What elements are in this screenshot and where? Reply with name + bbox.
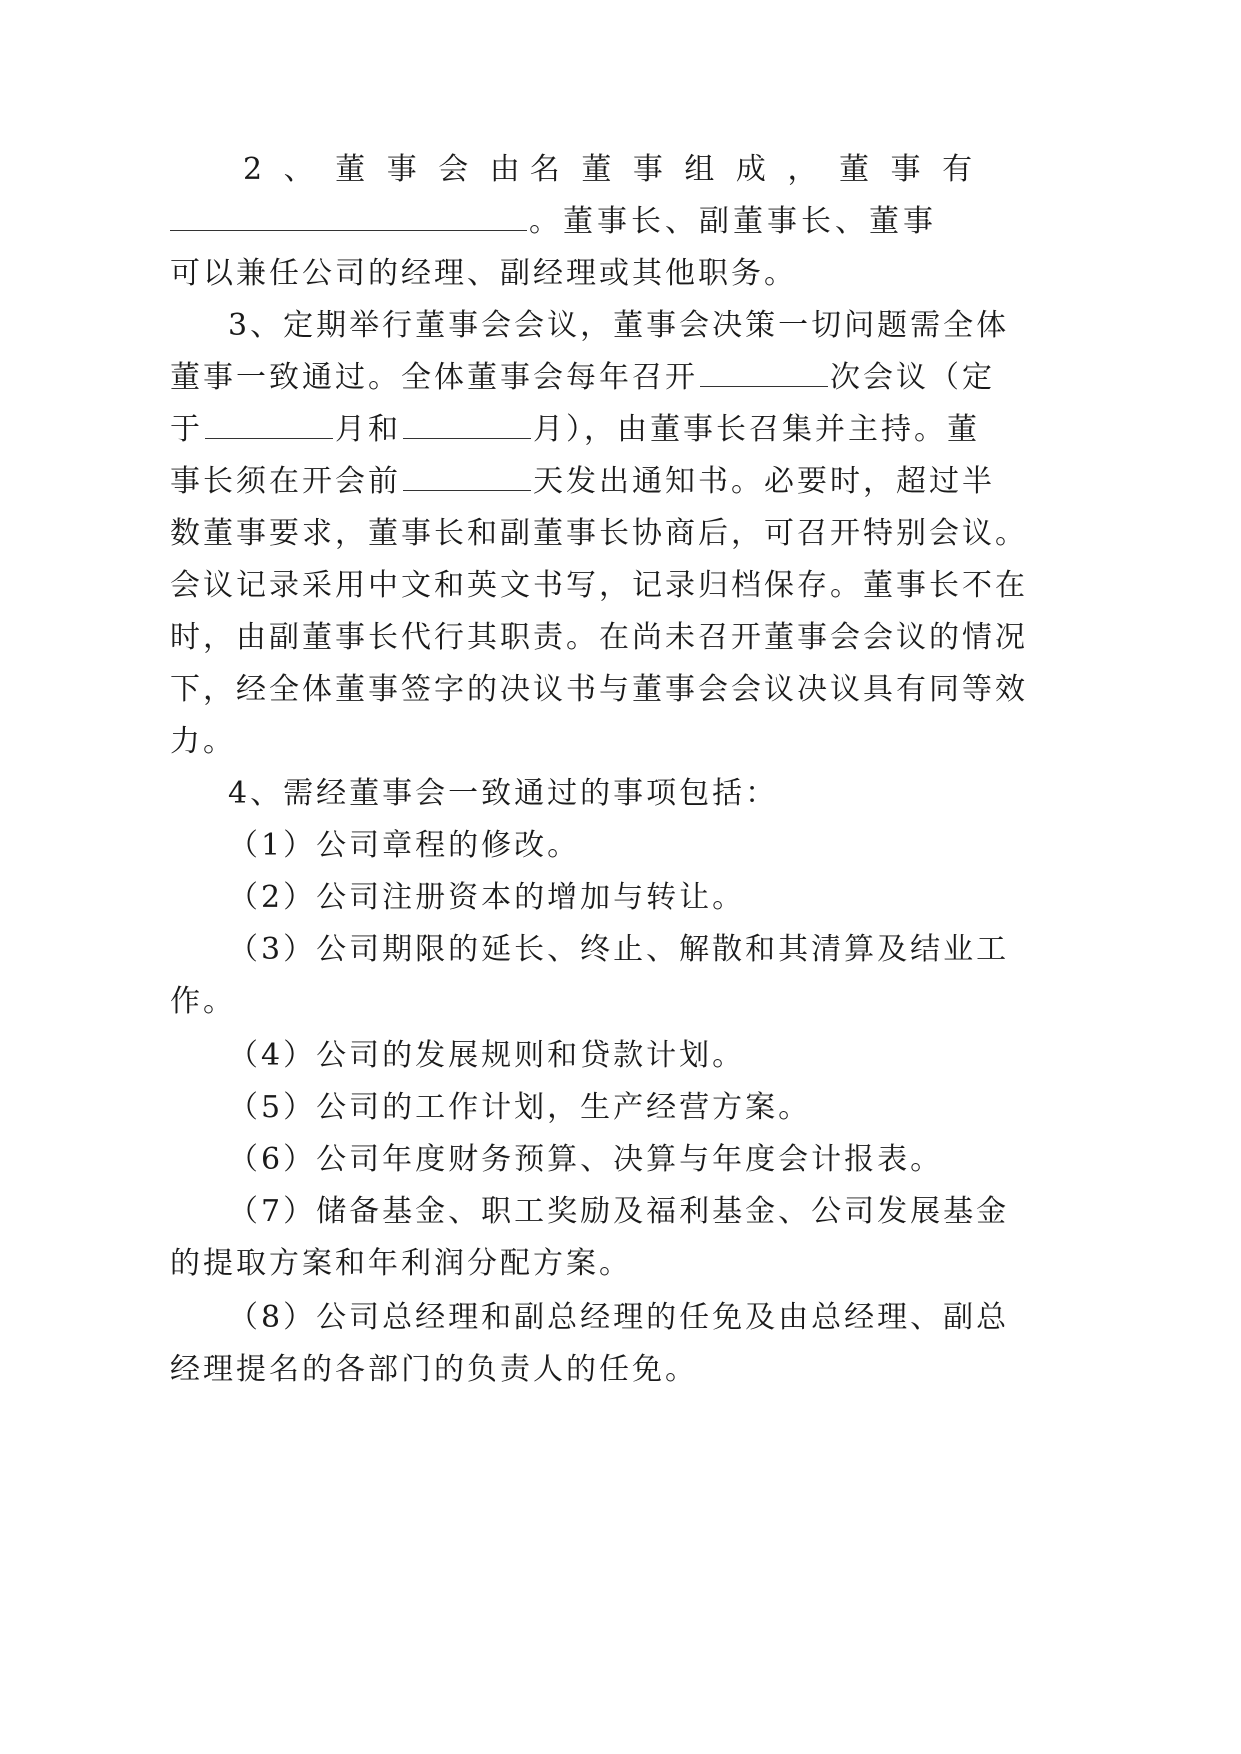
clause3-line3-text-b: 月和 [335,412,401,447]
clause3-line3 [170,410,980,450]
meeting-month1-blank [205,410,333,439]
list-item-3-cont: 作。 [170,984,236,1019]
clause3-line7: 时，由副董事长代行其职责。在尚未召开董事会会议的情况 [170,620,1028,655]
clause3-line5: 数董事要求，董事长和副董事长协商后，可召开特别会议。 [170,516,1028,551]
clause3-line4 [170,462,995,502]
clause3-line3-text-a: 于 [170,412,203,447]
list-item-4: （4）公司的发展规则和贷款计划。 [228,1038,746,1073]
clause2-text-b: 名 董 事 组 成 ， 董 事 有 [529,152,979,187]
clause2-line1 [243,150,979,190]
meetings-per-year-blank [700,358,828,387]
clause3-line8: 下，经全体董事签字的决议书与董事会会议决议具有同等效 [170,672,1028,707]
clause3-line2-text-a: 董事一致通过。全体董事会每年召开 [170,360,698,395]
list-item-6: （6）公司年度财务预算、决算与年度会计报表。 [228,1142,944,1177]
clause3-line3-text-c: 月），由董事长召集并主持。董 [533,412,980,447]
clause3-line2 [170,358,995,398]
list-item-2: （2）公司注册资本的增加与转让。 [228,880,746,915]
list-item-5: （5）公司的工作计划，生产经营方案。 [228,1090,812,1125]
list-item-7-cont: 的提取方案和年利润分配方案。 [170,1246,632,1281]
list-item-8-cont: 经理提名的各部门的负责人的任免。 [170,1352,698,1387]
clause3-line4-text-a: 事长须在开会前 [170,464,401,499]
clause3-line1: 3、定期举行董事会会议，董事会决策一切问题需全体 [228,308,1010,343]
list-item-8: （8）公司总经理和副总经理的任免及由总经理、副总 [228,1300,1010,1335]
clause3-line6: 会议记录采用中文和英文书写，记录归档保存。董事长不在 [170,568,1028,603]
list-item-3: （3）公司期限的延长、终止、解散和其清算及结业工 [228,932,1010,967]
clause2-text-a: 2 、 董 事 会 由 [243,152,526,187]
meeting-month2-blank [403,410,531,439]
notice-days-blank [403,462,531,491]
clause2-line3: 可以兼任公司的经理、副经理或其他职务。 [170,256,797,291]
clause2-line2 [170,202,937,242]
clause3-line4-text-b: 天发出通知书。必要时，超过半 [533,464,995,499]
clause4-heading: 4、需经董事会一致通过的事项包括： [228,776,779,811]
board-composition-blank [170,202,527,231]
list-item-7: （7）储备基金、职工奖励及福利基金、公司发展基金 [228,1194,1010,1229]
clause2-text-c: 。董事长、副董事长、董事 [529,204,937,239]
clause3-line2-text-b: 次会议（定 [830,360,995,395]
clause3-line9: 力。 [170,724,236,759]
list-item-1: （1）公司章程的修改。 [228,828,581,863]
